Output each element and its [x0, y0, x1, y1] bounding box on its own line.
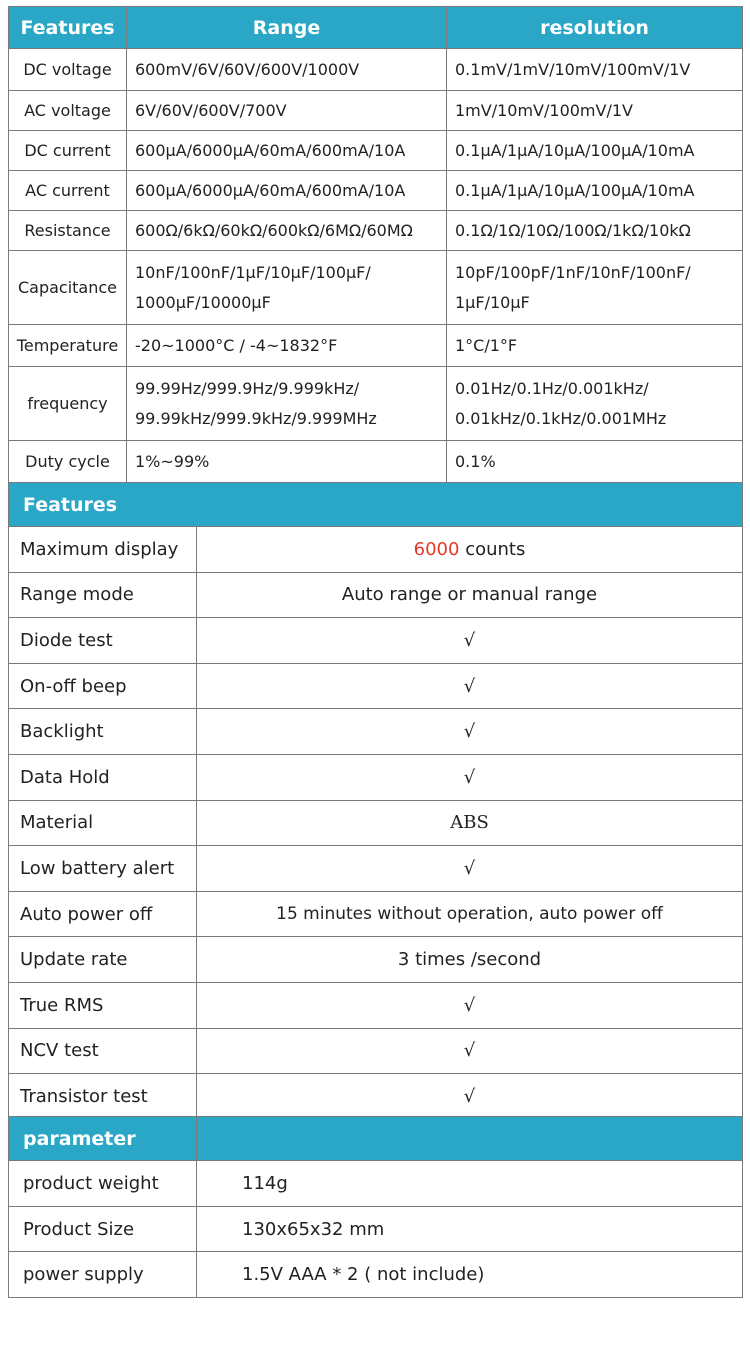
spec-feature: Duty cycle: [9, 441, 127, 483]
spec-range: 99.99Hz/999.9Hz/9.999kHz/ 99.99kHz/999.9kHz/9.999MHz: [127, 367, 447, 441]
feature-row: [9, 709, 743, 755]
spec-feature: DC voltage: [9, 49, 127, 91]
check-mark-icon: √: [197, 754, 743, 800]
spec-row: [9, 211, 743, 251]
spec-range: 600Ω/6kΩ/60kΩ/600kΩ/6MΩ/60MΩ: [127, 211, 447, 251]
spec-resolution: 0.1μA/1μA/10μA/100μA/10mA: [447, 131, 743, 171]
spec-header-row: [9, 7, 743, 49]
spec-row: [9, 325, 743, 367]
spec-range: -20~1000°C / -4~1832°F: [127, 325, 447, 367]
parameter-title: parameter: [9, 1117, 197, 1161]
spec-range: 6V/60V/600V/700V: [127, 91, 447, 131]
parameter-row: [9, 1252, 743, 1298]
feature-row: [9, 527, 743, 573]
parameter-label: Product Size: [9, 1206, 197, 1252]
feature-value: Auto range or manual range: [197, 572, 743, 618]
spec-resolution: 0.1%: [447, 441, 743, 483]
features-title: Features: [9, 483, 743, 527]
spec-feature: DC current: [9, 131, 127, 171]
check-mark-icon: √: [197, 663, 743, 709]
feature-label: Diode test: [9, 618, 197, 664]
spec-resolution: 1°C/1°F: [447, 325, 743, 367]
feature-label: True RMS: [9, 982, 197, 1028]
check-mark-icon: √: [197, 1074, 743, 1120]
parameter-row: [9, 1161, 743, 1207]
spec-resolution: 0.1mV/1mV/10mV/100mV/1V: [447, 49, 743, 91]
spec-row: [9, 131, 743, 171]
header-features: Features: [9, 7, 127, 49]
parameter-row: [9, 1206, 743, 1252]
feature-row: [9, 937, 743, 983]
feature-label: Auto power off: [9, 891, 197, 937]
spec-row: [9, 171, 743, 211]
check-mark-icon: √: [197, 846, 743, 892]
feature-label: Backlight: [9, 709, 197, 755]
spec-resolution: 0.1Ω/1Ω/10Ω/100Ω/1kΩ/10kΩ: [447, 211, 743, 251]
spec-row: [9, 91, 743, 131]
spec-feature: Capacitance: [9, 251, 127, 325]
feature-row: [9, 891, 743, 937]
max-count: 6000: [413, 538, 460, 560]
feature-value: 15 minutes without operation, auto power off: [197, 891, 743, 937]
feature-label: Range mode: [9, 572, 197, 618]
spec-resolution: 0.01Hz/0.1Hz/0.001kHz/ 0.01kHz/0.1kHz/0.001MHz: [447, 367, 743, 441]
spec-table: [8, 6, 743, 483]
spec-row: [9, 251, 743, 325]
spec-feature: Temperature: [9, 325, 127, 367]
parameter-label: product weight: [9, 1161, 197, 1207]
feature-label: Material: [9, 800, 197, 846]
feature-row: [9, 1074, 743, 1120]
feature-label: Low battery alert: [9, 846, 197, 892]
feature-row: [9, 1028, 743, 1074]
parameter-title-row: [9, 1117, 743, 1161]
count-unit: counts: [465, 538, 526, 560]
spec-range: 10nF/100nF/1μF/10μF/100μF/ 1000μF/10000μF: [127, 251, 447, 325]
parameter-table: [8, 1116, 743, 1298]
features-title-row: [9, 483, 743, 527]
spec-feature: AC current: [9, 171, 127, 211]
parameter-value: 1.5V AAA * 2 ( not include): [197, 1252, 743, 1298]
feature-label: Data Hold: [9, 754, 197, 800]
spec-feature: AC voltage: [9, 91, 127, 131]
feature-row: [9, 982, 743, 1028]
spec-row: [9, 367, 743, 441]
check-mark-icon: √: [197, 1028, 743, 1074]
spec-feature: frequency: [9, 367, 127, 441]
spec-row: [9, 49, 743, 91]
spec-resolution: 0.1μA/1μA/10μA/100μA/10mA: [447, 171, 743, 211]
feature-value: ABS: [197, 800, 743, 846]
spec-feature: Resistance: [9, 211, 127, 251]
feature-label: Maximum display: [9, 527, 197, 573]
feature-value: [197, 527, 743, 573]
spec-resolution: 10pF/100pF/1nF/10nF/100nF/ 1μF/10μF: [447, 251, 743, 325]
header-resolution: resolution: [447, 7, 743, 49]
check-mark-icon: √: [197, 709, 743, 755]
spec-range: 600μA/6000μA/60mA/600mA/10A: [127, 131, 447, 171]
feature-row: [9, 572, 743, 618]
spec-range: 600μA/6000μA/60mA/600mA/10A: [127, 171, 447, 211]
feature-label: Update rate: [9, 937, 197, 983]
check-mark-icon: √: [197, 618, 743, 664]
feature-row: [9, 663, 743, 709]
header-range: Range: [127, 7, 447, 49]
features-table: [8, 482, 743, 1120]
spec-row: [9, 441, 743, 483]
parameter-value: 114g: [197, 1161, 743, 1207]
parameter-label: power supply: [9, 1252, 197, 1298]
feature-label: On-off beep: [9, 663, 197, 709]
features-section: [8, 482, 742, 1120]
parameter-title-blank: [197, 1117, 743, 1161]
spec-resolution: 1mV/10mV/100mV/1V: [447, 91, 743, 131]
feature-label: Transistor test: [9, 1074, 197, 1120]
spec-table-section: [8, 6, 742, 483]
feature-label: NCV test: [9, 1028, 197, 1074]
feature-row: [9, 754, 743, 800]
parameter-section: [8, 1116, 742, 1298]
feature-row: [9, 800, 743, 846]
feature-row: [9, 618, 743, 664]
feature-row: [9, 846, 743, 892]
spec-range: 1%~99%: [127, 441, 447, 483]
feature-value: 3 times /second: [197, 937, 743, 983]
check-mark-icon: √: [197, 982, 743, 1028]
parameter-value: 130x65x32 mm: [197, 1206, 743, 1252]
spec-range: 600mV/6V/60V/600V/1000V: [127, 49, 447, 91]
